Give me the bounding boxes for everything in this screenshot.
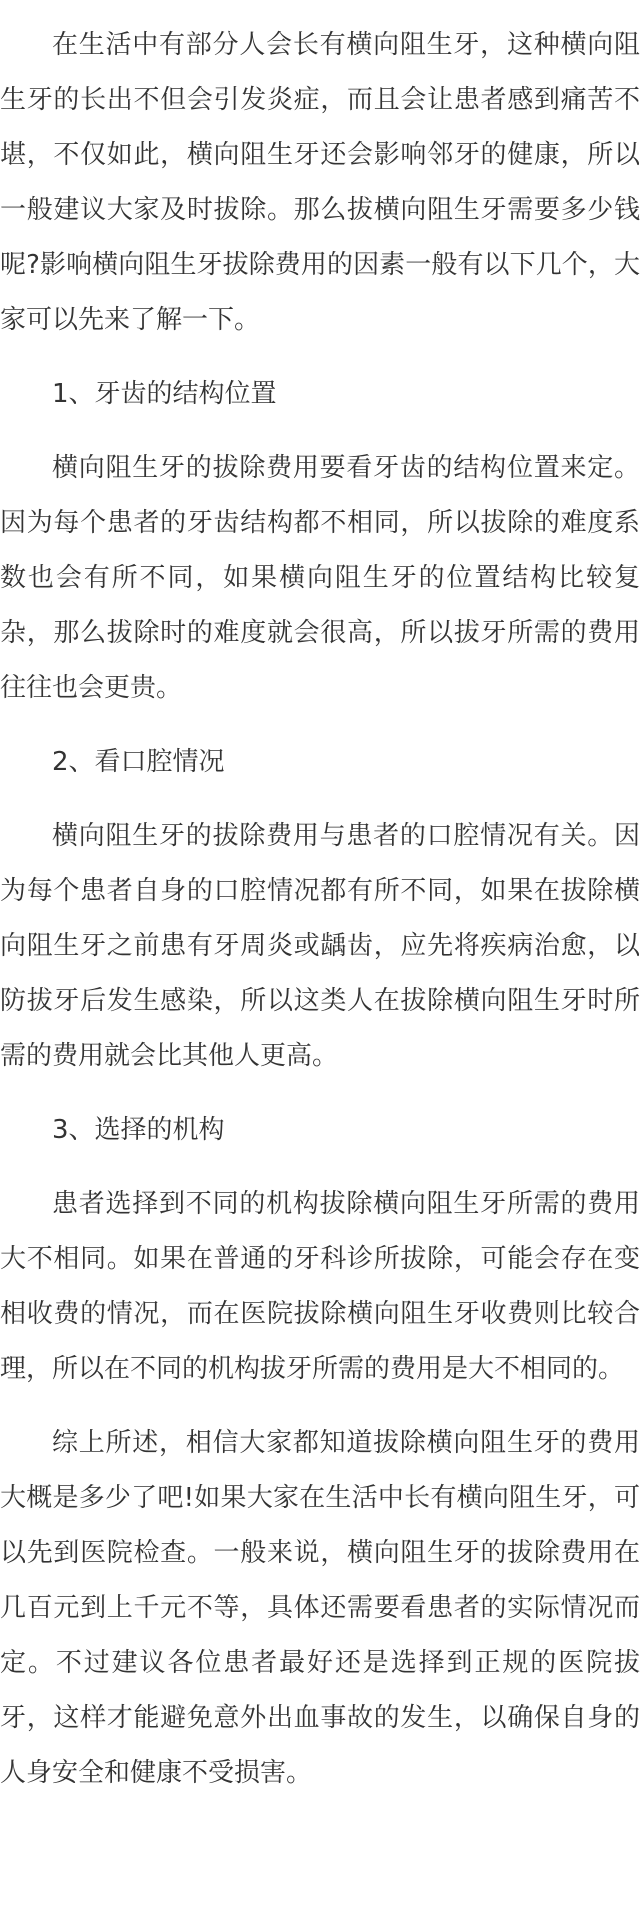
- section-heading-structure: 1、牙齿的结构位置: [52, 379, 277, 409]
- section-heading-oral: 2、看口腔情况: [52, 747, 225, 777]
- section-heading-institution: 3、选择的机构: [52, 1115, 225, 1145]
- structure-paragraph: 横向阻生牙的拔除费用要看牙齿的结构位置来定。因为每个患者的牙齿结构都不相同，所以拔除的难度系数也会有所不同，如果横向阻生牙的位置结构比较复杂，那么拔除时的难度就会很高，所以拔牙所需的费用往往也会更贵。: [0, 453, 640, 703]
- summary-paragraph: 综上所述，相信大家都知道拔除横向阻生牙的费用大概是多少了吧!如果大家在生活中长有横向阻生牙，可以先到医院检查。一般来说，横向阻生牙的拔除费用在几百元到上千元不等，具体还需要看患者的实际情况而定。不过建议各位患者最好还是选择到正规的医院拔牙，这样才能避免意外出血事故的发生，以确保自身的人身安全和健康不受损害。: [0, 1428, 640, 1788]
- institution-paragraph: 患者选择到不同的机构拔除横向阻生牙所需的费用大不相同。如果在普通的牙科诊所拔除，可能会存在变相收费的情况，而在医院拔除横向阻生牙收费则比较合理，所以在不同的机构拔牙所需的费用是大不相同的。: [0, 1189, 640, 1384]
- intro-paragraph: 在生活中有部分人会长有横向阻生牙，这种横向阻生牙的长出不但会引发炎症，而且会让患者感到痛苦不堪，不仅如此，横向阻生牙还会影响邻牙的健康，所以一般建议大家及时拔除。那么拔横向阻生牙需要多少钱呢?影响横向阻生牙拔除费用的因素一般有以下几个，大家可以先来了解一下。: [0, 30, 640, 335]
- oral-paragraph: 横向阻生牙的拔除费用与患者的口腔情况有关。因为每个患者自身的口腔情况都有所不同，如果在拔除横向阻生牙之前患有牙周炎或龋齿，应先将疾病治愈，以防拔牙后发生感染，所以这类人在拔除横向阻生牙时所需的费用就会比其他人更高。: [0, 821, 640, 1071]
